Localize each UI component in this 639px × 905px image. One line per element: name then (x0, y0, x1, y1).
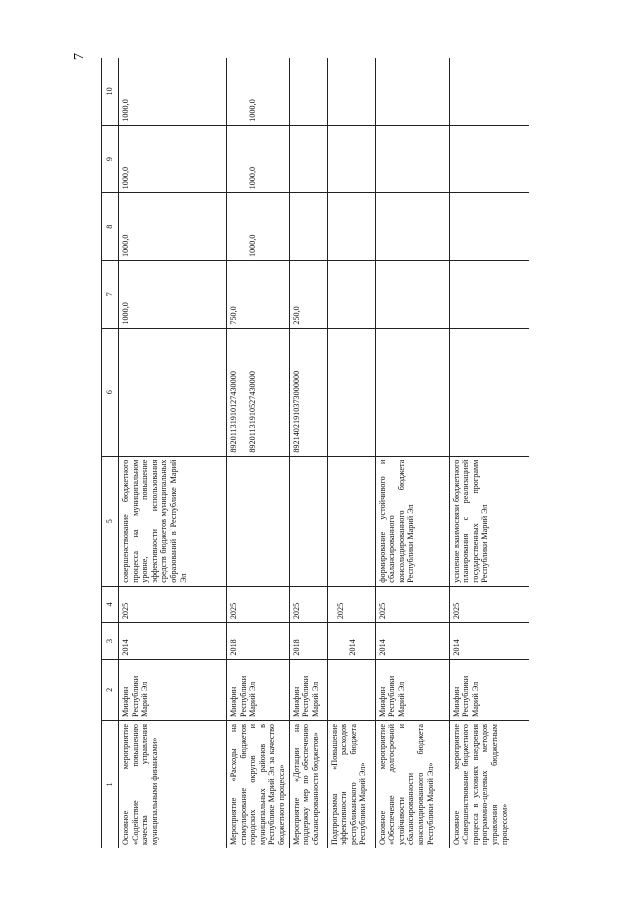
column-header: 4 (102, 586, 119, 622)
budget-code-cell: 89214021910373000000 (289, 328, 327, 456)
start-year-cell: 2018 (289, 623, 327, 659)
table-row (289, 58, 327, 848)
value-cell (449, 125, 529, 193)
activity-name-cell: Мероприятие «Расходы на стимулирование бюджетов городских округов и муниципальных районов в Республике Марий Эл за качество бюджетного процесса» (227, 721, 290, 849)
subprogram-name-cell: Подпрограмма «Повышение эффективности расходов республиканского бюджета Республики Марий Эл» (327, 721, 375, 849)
start-year-cell: 2018 (227, 623, 290, 659)
column-header: 3 (102, 623, 119, 659)
value-cell: 750,0 (227, 261, 290, 329)
budget-code: 89201131910127430000 (229, 371, 238, 453)
column-header: 2 (102, 659, 119, 720)
expected-result-cell: усиление взаимосвязи бюджетного планирования с реализацией государственных программ Республики Марий Эл (449, 456, 529, 586)
table-row (327, 58, 375, 848)
executor-cell: Минфин Республики Марий Эл (449, 659, 529, 720)
value-cell (289, 58, 327, 125)
start-year: 2014 (347, 639, 357, 656)
budget-code-cell (227, 328, 290, 456)
expected-result-cell (289, 456, 327, 586)
value-cell (375, 193, 449, 261)
expected-result-cell: совершенствование бюджетного процесса на муниципальном уровне, повышение эффективности использования средств бюджетов муниципальных образований в Республике Марий Эл (119, 456, 227, 586)
value-cell: 250,0 (289, 261, 327, 329)
start-year-cell: 2014 (375, 623, 449, 659)
value-cell (449, 261, 529, 329)
activity-name-cell: Мероприятие «Дотации на поддержку мер по обеспечению сбалансированности бюджетов» (289, 721, 327, 849)
column-header: 5 (102, 456, 119, 586)
value-cell (327, 58, 375, 125)
value-cell: 1000,0 (119, 193, 227, 261)
executor-cell: Минфин Республики Марий Эл (375, 659, 449, 720)
column-header: 9 (102, 125, 119, 193)
value-cell (289, 193, 327, 261)
value-cell (327, 261, 375, 329)
page-number: 7 (72, 53, 87, 60)
column-header: 8 (102, 193, 119, 261)
value-cell (449, 193, 529, 261)
value-cell (227, 125, 290, 193)
value-cell (289, 125, 327, 193)
executor-cell: Минфин Республики Марий Эл (227, 659, 290, 720)
value-cell (375, 261, 449, 329)
table-row (227, 58, 290, 848)
table-row (375, 58, 449, 848)
start-year-cell (327, 623, 375, 659)
value-cell (327, 193, 375, 261)
budget-code: 89201131910527430000 (247, 371, 257, 453)
start-year-cell: 2014 (449, 623, 529, 659)
budget-code-cell (119, 328, 227, 456)
rotated-table-container (101, 58, 639, 848)
value-cell (449, 58, 529, 125)
activity-name-cell: Основное мероприятие «Содействие повышению качества управления муниципальными финансами» (119, 721, 227, 849)
column-header: 1 (102, 721, 119, 849)
value: 1000,0 (248, 166, 257, 190)
value: 1000,0 (248, 99, 257, 122)
column-header: 7 (102, 261, 119, 329)
end-year-cell (327, 586, 375, 622)
end-year-cell: 2025 (119, 586, 227, 622)
budget-code-cell (449, 328, 529, 456)
value-cell (227, 58, 290, 125)
value-cell: 1000,0 (119, 261, 227, 329)
executor-cell (327, 659, 375, 720)
executor-cell: Минфин Республики Марий Эл (119, 659, 227, 720)
column-header: 10 (102, 58, 119, 125)
budget-code-cell (327, 328, 375, 456)
end-year-cell: 2025 (449, 586, 529, 622)
value: 1000,0 (248, 234, 257, 257)
program-activities-table (101, 58, 529, 848)
end-year: 2025 (335, 602, 345, 620)
table-row (449, 58, 529, 848)
expected-result-cell (327, 456, 375, 586)
executor-cell: Минфин Республики Марий Эл (289, 659, 327, 720)
value-cell (375, 58, 449, 125)
activity-name-cell: Основное мероприятие «Совершенствование бюджетного процесса в условиях внедрения программно-целевых методов управления бюджетным процессом» (451, 724, 509, 845)
end-year-cell: 2025 (375, 586, 449, 622)
end-year-cell: 2025 (289, 586, 327, 622)
value-cell (375, 125, 449, 193)
column-number-header-row (102, 58, 119, 848)
start-year-cell: 2014 (119, 623, 227, 659)
value-cell (327, 125, 375, 193)
budget-code-cell (375, 328, 449, 456)
value-cell: 1000,0 (119, 125, 227, 193)
activity-name-cell: Основное мероприятие «Обеспечение долгосрочной устойчивости и сбалансированности консолидированного бюджета Республики Марий Эл» (375, 721, 449, 849)
table-row (119, 58, 227, 848)
value-cell: 1000,0 (119, 58, 227, 125)
expected-result-cell: формирование устойчивого и сбалансированного консолидированного бюджета Республики Марий Эл (375, 456, 449, 586)
expected-result-cell (227, 456, 290, 586)
end-year-cell: 2025 (227, 586, 290, 622)
value-cell (227, 193, 290, 261)
column-header: 6 (102, 328, 119, 456)
